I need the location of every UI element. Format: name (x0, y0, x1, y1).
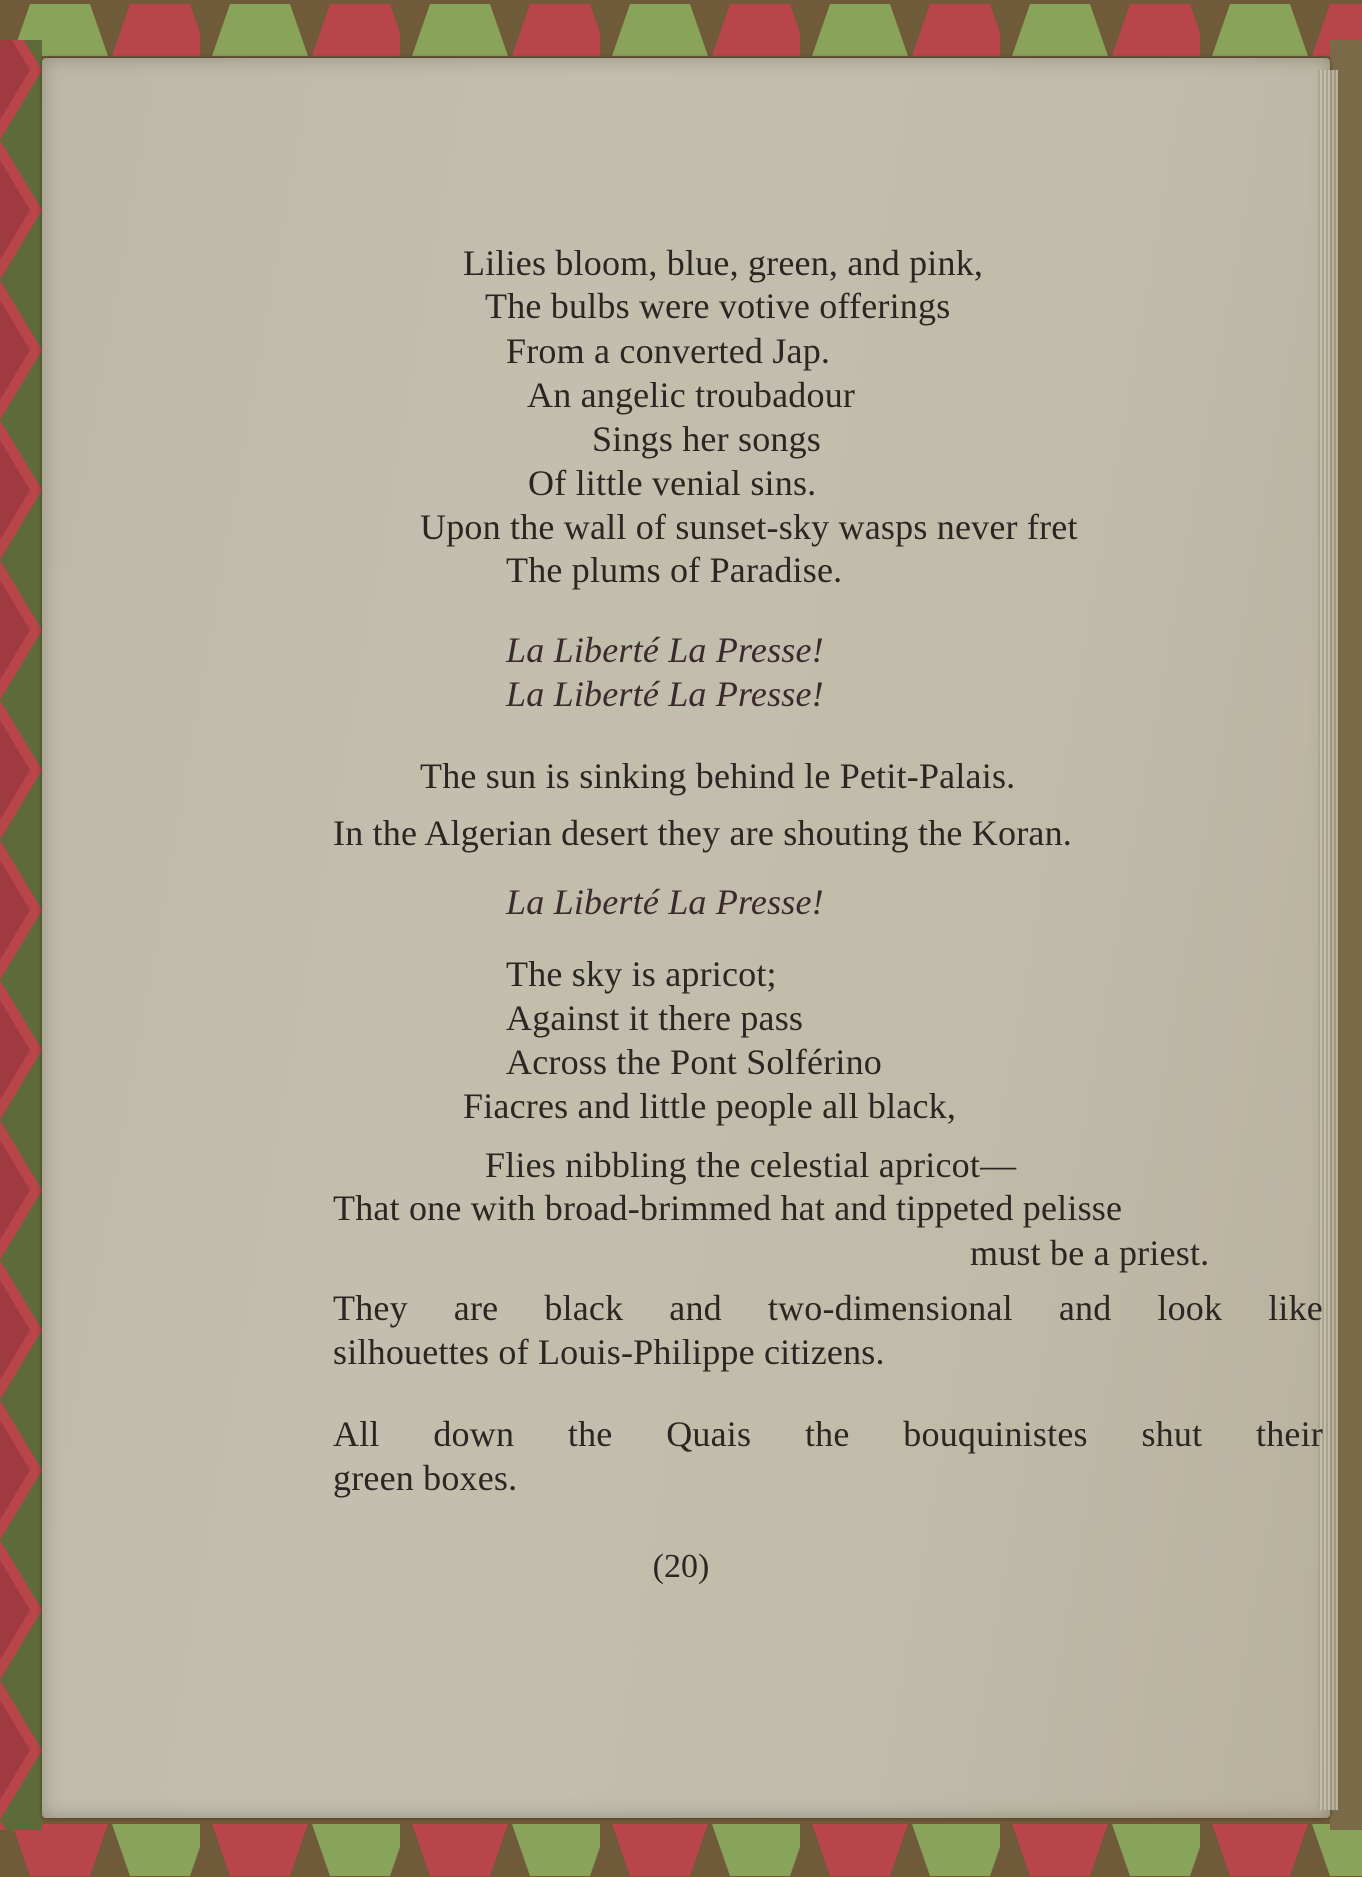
poem-line-21: green boxes. (333, 1458, 518, 1498)
poem-line-12: Against it there pass (506, 998, 804, 1038)
poem-line-20: All down the Quais the bouquinistes shut their (333, 1414, 1323, 1454)
poem-line-15: Flies nibbling the celestial apricot— (485, 1145, 1017, 1185)
poem-line-8: The plums of Paradise. (506, 550, 843, 590)
poem-line-5: Sings her songs (592, 419, 822, 459)
poem-line-3: From a converted Jap. (506, 331, 831, 371)
poem-line-18: They are black and two-dimensional and look like (333, 1288, 1323, 1328)
poem-line-19: silhouettes of Louis-Philippe citizens. (333, 1332, 885, 1372)
poem-line-13: Across the Pont Solférino (506, 1042, 882, 1082)
poem-line-1: Lilies bloom, blue, green, and pink, (463, 243, 984, 283)
poem-line-7: Upon the wall of sunset-sky wasps never fret (420, 507, 1078, 547)
page-number: (20) (652, 1548, 710, 1585)
poem-line-6: Of little venial sins. (528, 463, 817, 503)
poem-line-9: The sun is sinking behind le Petit-Palais. (420, 756, 1016, 796)
poem-line-11: The sky is apricot; (506, 954, 777, 994)
poem-line-16: That one with broad-brimmed hat and tippeted pelisse (333, 1188, 1123, 1228)
poem-line-4: An angelic troubadour (527, 375, 856, 415)
poem-line-14: Fiacres and little people all black, (463, 1086, 957, 1126)
newsboy-cry-3: La Liberté La Presse! (506, 882, 824, 922)
poem-line-10: In the Algerian desert they are shouting the Koran. (333, 813, 1072, 853)
newsboy-cry-2: La Liberté La Presse! (506, 674, 824, 714)
poem-line-2: The bulbs were votive offerings (485, 286, 951, 326)
newsboy-cry-1: La Liberté La Presse! (506, 630, 824, 670)
poem-line-17: must be a priest. (970, 1233, 1210, 1273)
